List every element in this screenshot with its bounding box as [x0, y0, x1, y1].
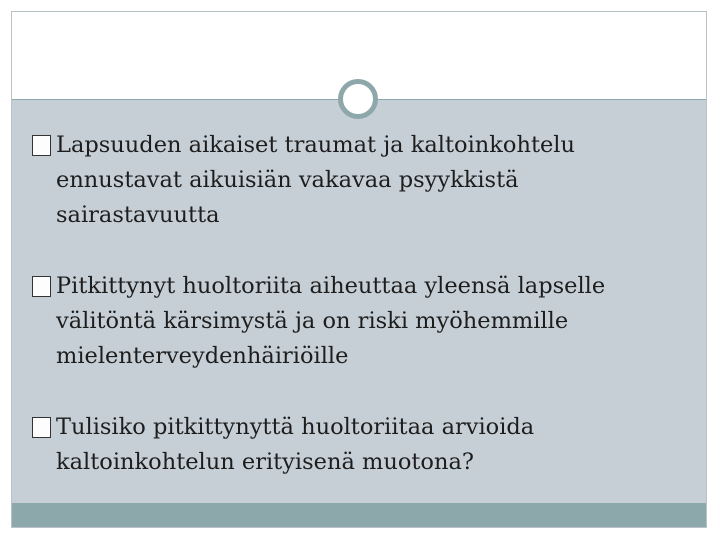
missing-glyph-box-icon: [32, 135, 51, 156]
bullet-text: Tulisiko pitkittynyttä huoltoriitaa arvioida kaltoinkohtelun erityisenä muotona?: [56, 414, 535, 475]
missing-glyph-box-icon: [32, 276, 51, 297]
bullet-item: [32, 269, 672, 374]
circle-ornament-icon: [338, 79, 378, 119]
bullet-item: [32, 410, 672, 480]
bullet-item: [32, 128, 672, 233]
footer-bar: [12, 503, 706, 527]
bullet-text: Pitkittynyt huoltoriita aiheuttaa yleensä lapselle välitöntä kärsimystä ja on riski myöhemmille mielenterveydenhäiriöille: [56, 273, 606, 369]
bullet-text: Lapsuuden aikaiset traumat ja kaltoinkohtelu ennustavat aikuisiän vakavaa psyykkistä sairastavuutta: [56, 132, 575, 228]
bullet-list: [32, 128, 672, 480]
missing-glyph-box-icon: [32, 417, 51, 438]
